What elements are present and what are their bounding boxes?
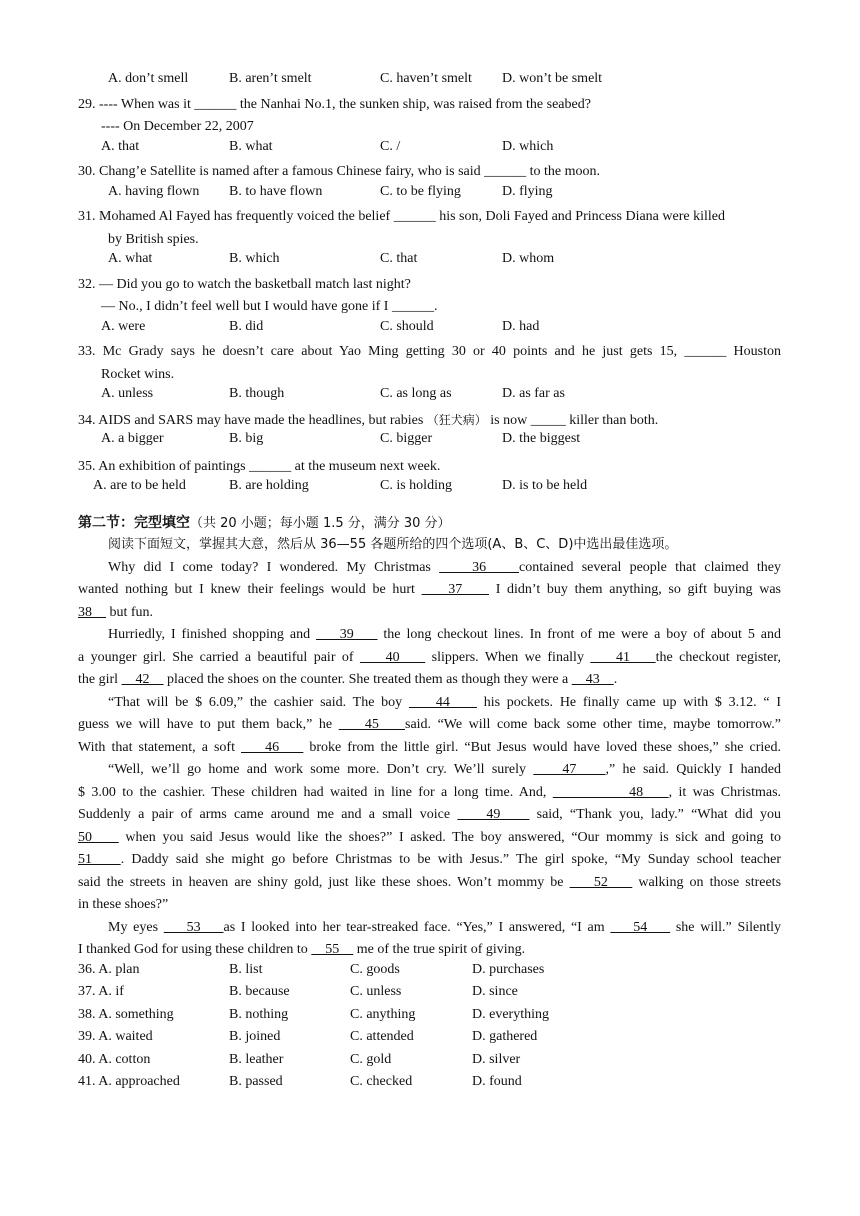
passage-line: Suddenly a pair of arms came around me and a small voice 49 said, “Thank you, lady.” “What did you [78, 807, 781, 822]
option: B. passed [229, 1074, 283, 1089]
blank-37: 37 [421, 582, 490, 597]
option: A. a bigger [101, 431, 164, 446]
option: C. anything [350, 1006, 416, 1022]
option: B. leather [229, 1051, 284, 1067]
blank-41: 41 [590, 649, 656, 665]
section-instruction: 阅读下面短文，掌握其大意，然后从 36—55 各题所给的四个选项(A、B、C、D)中选出最佳选项。 [108, 537, 678, 552]
option: D. everything [472, 1006, 549, 1022]
blank-52: 52 [569, 874, 633, 890]
stem-chinese-gloss: （狂犬病） [426, 412, 487, 427]
blank-49: 49 [457, 807, 530, 822]
blank-39: 39 [316, 627, 378, 642]
option: C. gold [350, 1051, 392, 1067]
q28-options [78, 71, 781, 94]
option: B. big [229, 431, 264, 446]
option: B. did [229, 318, 264, 334]
passage-line: “That will be $ 6.09,” the cashier said. The boy 44 his pockets. He finally came up with $ 3.12. “ I [108, 694, 782, 710]
option: D. since [472, 984, 518, 999]
q33-options [78, 386, 781, 409]
q29-options [78, 139, 781, 162]
passage-line: “Well, we’ll go home and work some more. Don’t cry. We’ll surely 47 ,” he said. Quickly I handed [108, 762, 782, 777]
blank-50: 50 [78, 829, 119, 845]
passage-line: 38 but fun. [78, 604, 154, 620]
stem-part: is now _____ killer than both. [490, 412, 659, 428]
question-stem: 29. ---- When was it ______ the Nanhai No.1, the sunken ship, was raised from the seabed? [78, 96, 591, 112]
cloze-options-36 [78, 962, 781, 985]
option: C. checked [350, 1074, 413, 1089]
option: D. silver [472, 1051, 521, 1067]
option: B. nothing [229, 1006, 289, 1022]
passage-line: a younger girl. She carried a beautiful pair of 40 slippers. When we finally 41 the checkout register, [78, 649, 781, 665]
q31-options [78, 251, 781, 274]
option: D. won’t be smelt [502, 71, 603, 86]
q30-options [78, 184, 781, 207]
stem-part: 34. AIDS and SARS may have made the headlines, but rabies [78, 412, 424, 428]
passage-line: the girl 42 placed the shoes on the counter. She treated them as though they were a 43 . [78, 672, 618, 687]
option: D. found [472, 1074, 522, 1089]
option: C. / [380, 138, 401, 154]
blank-42: 42 [121, 672, 164, 687]
blank-45: 45 [338, 717, 405, 732]
blank-53: 53 [163, 919, 224, 935]
option: A. unless [101, 386, 154, 401]
option: 38. A. something [78, 1006, 174, 1022]
option: B. what [229, 138, 273, 154]
q32-options [78, 319, 781, 342]
option: 39. A. waited [78, 1029, 153, 1044]
option: 41. A. approached [78, 1074, 180, 1089]
option: D. the biggest [502, 431, 581, 446]
option: C. as long as [380, 386, 452, 401]
passage-line: wanted nothing but I knew their feelings would be hurt 37 I didn’t buy them anything, so gift buying was [78, 582, 781, 597]
passage-line: Hurriedly, I finished shopping and 39 the long checkout lines. In front of me were a boy of about 5 and [108, 627, 781, 642]
section-title: 第二节：完型填空 [78, 514, 190, 531]
option: B. though [229, 386, 285, 401]
option: C. to be flying [380, 183, 461, 199]
answer-line: ---- On December 22, 2007 [101, 119, 254, 134]
option: A. what [108, 251, 153, 266]
option: B. are holding [229, 478, 309, 493]
section-header [78, 512, 781, 535]
question-stem-continued: — No., I didn’t feel well but I would have gone if I ______. [101, 299, 438, 314]
option: 36. A. plan [78, 961, 140, 977]
option: B. aren’t smelt [229, 71, 312, 86]
passage-line: 51 . Daddy said she might go before Christmas to be with Jesus.” The girl spoke, “My Sunday school teacher [78, 852, 781, 867]
question-stem-continued: Rocket wins. [101, 366, 175, 382]
blank-46: 46 [241, 739, 304, 755]
blank-54: 54 [610, 919, 671, 935]
option: B. to have flown [229, 183, 323, 199]
q35-options [78, 478, 781, 501]
option: D. is to be held [502, 478, 588, 493]
option: D. purchases [472, 961, 545, 977]
passage-line: My eyes 53 as I looked into her tear-streaked face. “Yes,” I answered, “I am 54 she will.” Silently [108, 919, 782, 935]
q34-options [78, 431, 781, 454]
option: C. unless [350, 984, 402, 999]
option: B. which [229, 251, 280, 266]
cloze-options-38 [78, 1007, 781, 1030]
exam-page [78, 71, 781, 1097]
option: B. list [229, 961, 263, 977]
passage-line: in these shoes?” [78, 897, 169, 912]
cloze-options-40 [78, 1052, 781, 1075]
cloze-options-37 [78, 984, 781, 1007]
option: C. attended [350, 1029, 414, 1044]
question-stem: 33. Mc Grady says he doesn’t care about Yao Ming getting 30 or 40 points and he just gets 15, ______ Houston [78, 344, 781, 359]
option: C. haven’t smelt [380, 71, 472, 86]
option: A. that [101, 138, 140, 154]
passage-line: 50 when you said Jesus would like the shoes?” I asked. The boy answered, “Our mommy is sick and going to [78, 829, 781, 845]
option: D. as far as [502, 386, 565, 401]
blank-47: 47 [533, 762, 606, 777]
blank-51: 51 [78, 852, 121, 867]
option: C. should [380, 318, 434, 334]
option: A. don’t smell [108, 71, 189, 86]
option: A. were [101, 318, 146, 334]
option: C. that [380, 251, 418, 266]
passage-line: With that statement, a soft 46 broke from the little girl. “But Jesus would have loved these shoes,” she cried. [78, 739, 781, 755]
blank-43: 43 [571, 672, 614, 687]
blank-44: 44 [408, 694, 477, 710]
question-stem: 31. Mohamed Al Fayed has frequently voiced the belief ______ his son, Doli Fayed and Princess Diana were killed [78, 209, 725, 224]
passage-line: Why did I come today? I wondered. My Christmas 36 contained several people that claimed they [108, 559, 782, 575]
question-stem [78, 409, 781, 432]
option: 40. A. cotton [78, 1051, 151, 1067]
passage-line: I thanked God for using these children to 55 me of the true spirit of giving. [78, 942, 526, 957]
option: D. had [502, 318, 540, 334]
question-stem: 35. An exhibition of paintings ______ at the museum next week. [78, 458, 441, 474]
option: D. flying [502, 183, 553, 199]
option: C. is holding [380, 478, 452, 493]
question-stem-continued: by British spies. [108, 231, 199, 247]
option: D. which [502, 138, 554, 154]
blank-48: 48 [552, 784, 669, 800]
option: B. because [229, 984, 290, 999]
blank-36: 36 [439, 559, 520, 575]
section-note: （共 20 小题；每小题 1.5 分，满分 30 分） [190, 515, 451, 531]
passage-line: said the streets in heaven are shiny gold, just like these shoes. Won’t mommy be 52 walking on those streets [78, 874, 782, 890]
passage-line: $ 3.00 to the cashier. These children had waited in line for a long time. And, 48 , it was Christmas. [78, 784, 782, 800]
option: 37. A. if [78, 984, 124, 999]
passage-line: guess we will have to put them back,” he 45 said. “We will come back some other time, maybe tomorrow.” [78, 717, 782, 732]
question-stem: 32. — Did you go to watch the basketball match last night? [78, 276, 411, 292]
option: C. bigger [380, 431, 433, 446]
option: A. having flown [108, 183, 200, 199]
cloze-options-41 [78, 1074, 781, 1097]
option: A. are to be held [93, 478, 186, 493]
option: D. whom [502, 251, 555, 266]
question-stem: 30. Chang’e Satellite is named after a famous Chinese fairy, who is said ______ to the moon. [78, 164, 601, 179]
blank-40: 40 [359, 649, 426, 665]
option: D. gathered [472, 1029, 538, 1044]
option: C. goods [350, 961, 400, 977]
blank-55: 55 [311, 942, 354, 957]
blank-38: 38 [78, 604, 106, 620]
cloze-options-39 [78, 1029, 781, 1052]
option: B. joined [229, 1029, 281, 1044]
